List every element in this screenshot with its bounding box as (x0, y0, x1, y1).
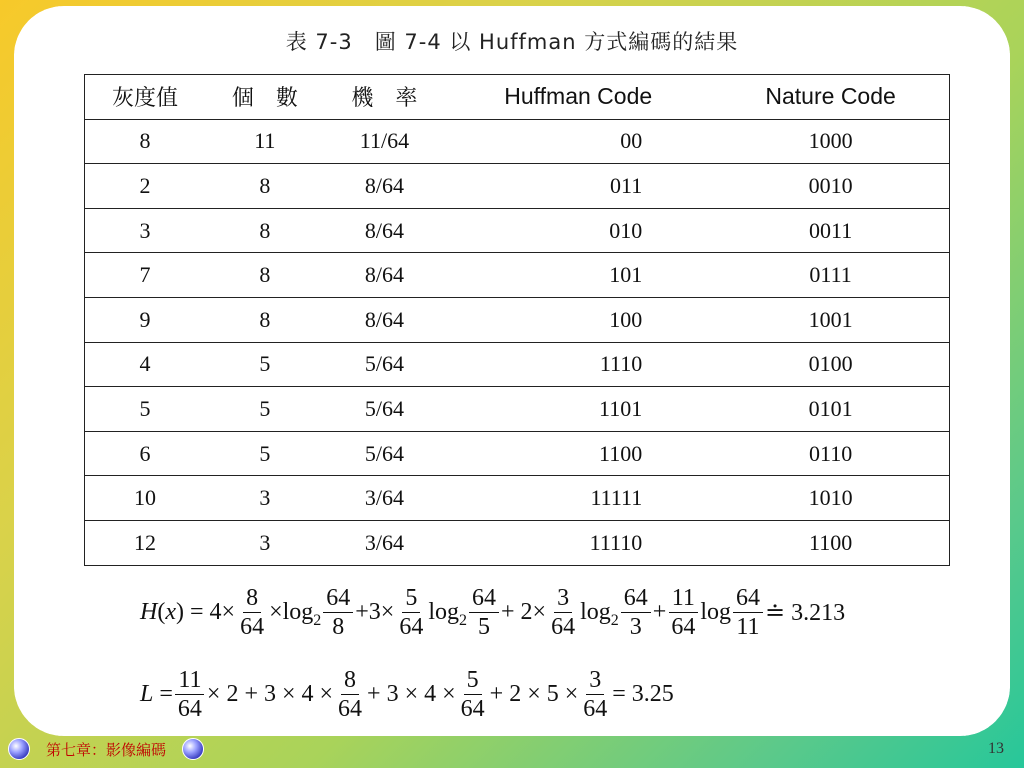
formula-term: ×log (269, 599, 314, 625)
formula-term: + (652, 599, 667, 625)
fraction: $\frac{5}{64}$ (399, 585, 424, 640)
cell-nature-code: 0101 (712, 387, 949, 432)
table-row (85, 119, 950, 164)
table-row (85, 520, 950, 565)
cell-huffman-code: 101 (444, 253, 712, 298)
formula-lhs: H(x) = 4× (140, 599, 236, 625)
cell-count: 3 (205, 520, 325, 565)
cell-count: 3 (205, 476, 325, 521)
table-header-row (85, 75, 950, 120)
cell-nature-code: 0110 (712, 431, 949, 476)
formula-term: log (428, 599, 460, 625)
cell-nature-code: 1100 (712, 520, 949, 565)
cell-count: 8 (205, 253, 325, 298)
cell-nature-code: 1010 (712, 476, 949, 521)
cell-count: 8 (205, 208, 325, 253)
table-row (85, 297, 950, 342)
fraction: $\frac{11}{64}$ (668, 584, 698, 641)
cell-probability: 8/64 (325, 253, 445, 298)
cell-probability: 5/64 (325, 431, 445, 476)
footer-nav (8, 738, 204, 760)
cell-probability: 8/64 (325, 208, 445, 253)
formula-term: + 3 × 4 × (367, 681, 456, 707)
huffman-table (84, 74, 950, 566)
fraction: $\frac{8}{64}$ (240, 585, 265, 640)
cell-gray-value: 8 (85, 119, 206, 164)
fraction: $\frac{8}{64}$ (338, 667, 363, 722)
cell-huffman-code: 00 (444, 119, 712, 164)
cell-gray-value: 3 (85, 208, 206, 253)
fraction: $\frac{11}{64}$ (175, 666, 205, 723)
cell-probability: 5/64 (325, 387, 445, 432)
cell-probability: 3/64 (325, 476, 445, 521)
cell-count: 8 (205, 164, 325, 209)
cell-huffman-code: 11111 (444, 476, 712, 521)
fraction: $\frac{5}{64}$ (460, 667, 485, 722)
table-row (85, 164, 950, 209)
page-number: 13 (988, 740, 1004, 757)
formula-term: +3× (355, 599, 395, 625)
cell-gray-value: 4 (85, 342, 206, 387)
cell-probability: 5/64 (325, 342, 445, 387)
cell-gray-value: 6 (85, 431, 206, 476)
table-row (85, 342, 950, 387)
cell-count: 11 (205, 119, 325, 164)
fraction: $\frac{64}{8}$ (323, 584, 353, 641)
previous-slide-icon[interactable] (8, 738, 30, 760)
cell-huffman-code: 100 (444, 297, 712, 342)
formula-result: ≐ 3.213 (764, 600, 846, 626)
fraction: $\frac{3}{64}$ (583, 667, 608, 722)
cell-nature-code: 0111 (712, 253, 949, 298)
cell-count: 5 (205, 342, 325, 387)
fraction: $\frac{64}{5}$ (469, 584, 499, 641)
cell-gray-value: 9 (85, 297, 206, 342)
cell-nature-code: 0011 (712, 208, 949, 253)
cell-huffman-code: 11110 (444, 520, 712, 565)
entropy-formula: H(x) = 4× $\frac{8}{64}$ ×log 2 $\frac{64}{8}$ +3× $\frac{5}{64}$ log 2 $\frac{64}{5}$ + 2× $\frac{3}{64}$ log 2 $\frac{64}{3}$ + $\frac{11}{64}$ log $\frac{64}{11}$ ≐ 3.213 (140, 585, 846, 640)
fraction: $\frac{3}{64}$ (551, 585, 576, 640)
cell-huffman-code: 1101 (444, 387, 712, 432)
cell-probability: 3/64 (325, 520, 445, 565)
formula-term: + 2 × 5 × (489, 681, 579, 707)
fraction: $\frac{64}{11}$ (733, 584, 763, 641)
average-length-formula (140, 666, 674, 723)
table-row (85, 476, 950, 521)
cell-gray-value: 12 (85, 520, 206, 565)
cell-gray-value: 10 (85, 476, 206, 521)
formula-result: = 3.25 (612, 681, 674, 707)
header-gray-value: 灰度值 (85, 75, 206, 120)
header-count: 個 數 (205, 75, 325, 120)
cell-probability: 8/64 (325, 164, 445, 209)
formula-term: × 2 + 3 × 4 × (206, 681, 334, 707)
cell-gray-value: 7 (85, 253, 206, 298)
cell-huffman-code: 011 (444, 164, 712, 209)
cell-huffman-code: 010 (444, 208, 712, 253)
header-nature-code: Nature Code (712, 75, 949, 120)
table-row (85, 253, 950, 298)
cell-probability: 8/64 (325, 297, 445, 342)
cell-huffman-code: 1100 (444, 431, 712, 476)
cell-gray-value: 2 (85, 164, 206, 209)
cell-nature-code: 0100 (712, 342, 949, 387)
cell-nature-code: 0010 (712, 164, 949, 209)
cell-gray-value: 5 (85, 387, 206, 432)
table-row (85, 431, 950, 476)
fraction: $\frac{64}{3}$ (621, 584, 651, 641)
cell-count: 5 (205, 387, 325, 432)
formula-lhs: L = (140, 681, 173, 707)
formula-term: log (700, 599, 731, 625)
formula-term: + 2× (501, 599, 547, 625)
cell-count: 8 (205, 297, 325, 342)
cell-nature-code: 1000 (712, 119, 949, 164)
chapter-label: 第七章：影像編碼 (46, 740, 167, 759)
header-probability: 機 率 (325, 75, 445, 120)
header-huffman-code: Huffman Code (444, 75, 712, 120)
cell-probability: 11/64 (325, 119, 445, 164)
table-row (85, 208, 950, 253)
cell-count: 5 (205, 431, 325, 476)
table-row (85, 387, 950, 432)
cell-huffman-code: 1110 (444, 342, 712, 387)
page-title: 表 7-3 圖 7-4 以 Huffman 方式編碼的結果 (285, 30, 739, 54)
cell-nature-code: 1001 (712, 297, 949, 342)
formula-term: log (580, 599, 611, 625)
next-slide-icon[interactable] (182, 738, 204, 760)
